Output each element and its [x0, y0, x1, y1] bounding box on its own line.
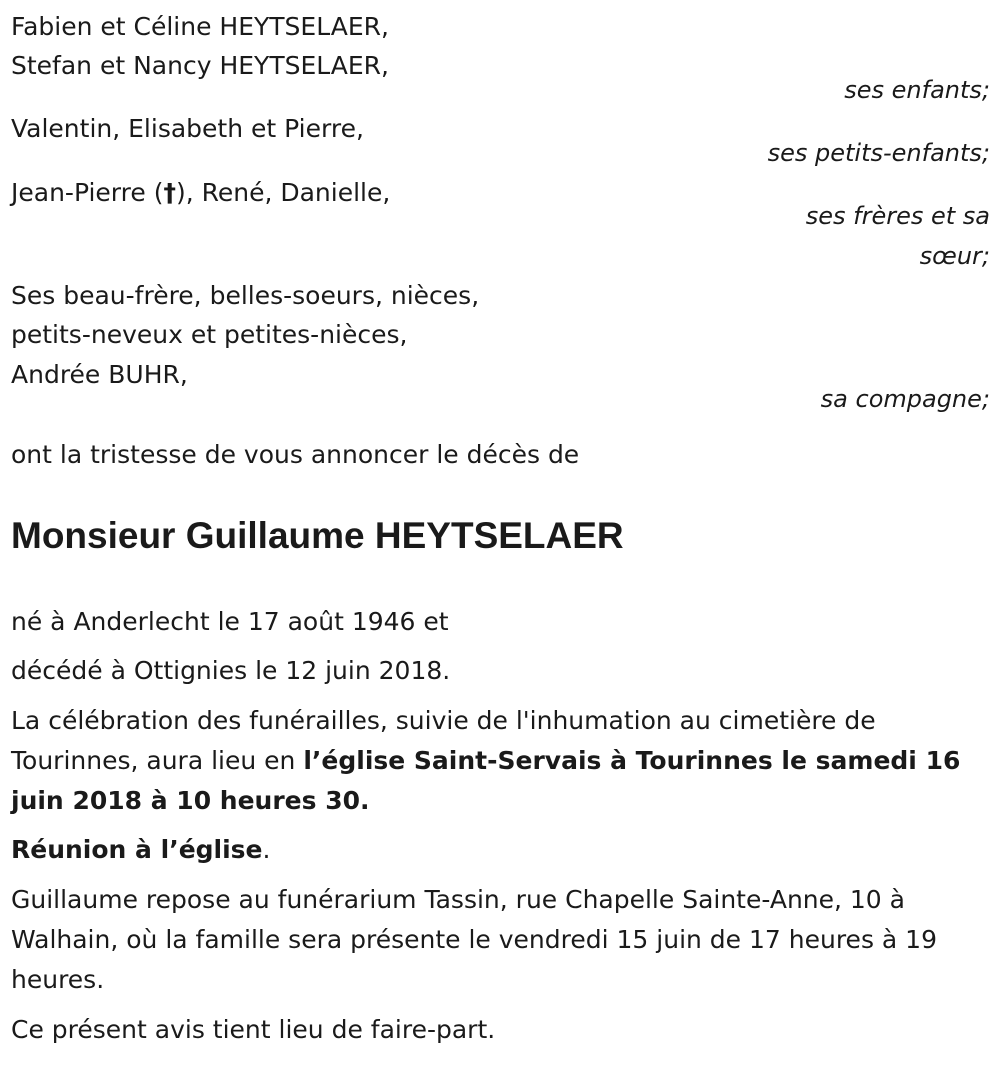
birth-info: né à Anderlecht le 17 août 1946 et — [11, 607, 449, 636]
cross-icon: † — [163, 178, 176, 207]
reunion-suffix: . — [262, 835, 271, 864]
funeral-paragraph — [11, 701, 990, 821]
siblings-role-line-2: sœur; — [919, 242, 990, 270]
grandchildren-line: Valentin, Elisabeth et Pierre, — [11, 114, 364, 143]
death-info: décédé à Ottignies le 12 juin 2018. — [11, 656, 451, 685]
children-role: ses enfants; — [844, 76, 990, 104]
children-line-1: Fabien et Céline HEYTSELAER, — [11, 12, 389, 41]
companion-role: sa compagne; — [820, 385, 990, 413]
siblings-line — [11, 173, 390, 213]
siblings-suffix: ), René, Danielle, — [175, 178, 391, 207]
closing-line: Ce présent avis tient lieu de faire-part. — [11, 1015, 496, 1044]
reunion-label: Réunion à l’église — [11, 835, 263, 864]
visitation-paragraph: Guillaume repose au funérarium Tassin, rue Chapelle Sainte-Anne, 10 à Walhain, où la famille sera présente le vendredi 15 juin de 17 heures à 19 heures. — [11, 885, 937, 994]
announcement: ont la tristesse de vous annoncer le décès de — [11, 440, 580, 469]
children-line-2: Stefan et Nancy HEYTSELAER, — [11, 51, 389, 80]
funeral-details: l’église Saint-Servais à Tourinnes le samedi 16 juin 2018 à 10 heures 30. — [11, 746, 961, 815]
reunion-line — [11, 830, 270, 870]
funeral-intro: La célébration des funérailles, suivie de l'inhumation au cimetière de Tourinnes, aura lieu en — [11, 706, 876, 775]
deceased-name: Monsieur Guillaume HEYTSELAER — [11, 515, 624, 556]
grandchildren-role: ses petits-enfants; — [767, 139, 990, 167]
companion-line: Andrée BUHR, — [11, 360, 188, 389]
siblings-prefix: Jean-Pierre ( — [11, 178, 164, 207]
extended-family-line-1: Ses beau-frère, belles-soeurs, nièces, — [11, 281, 480, 310]
siblings-role-line-1: ses frères et sa — [805, 202, 990, 230]
extended-family-line-2: petits-neveux et petites-nièces, — [11, 320, 408, 349]
